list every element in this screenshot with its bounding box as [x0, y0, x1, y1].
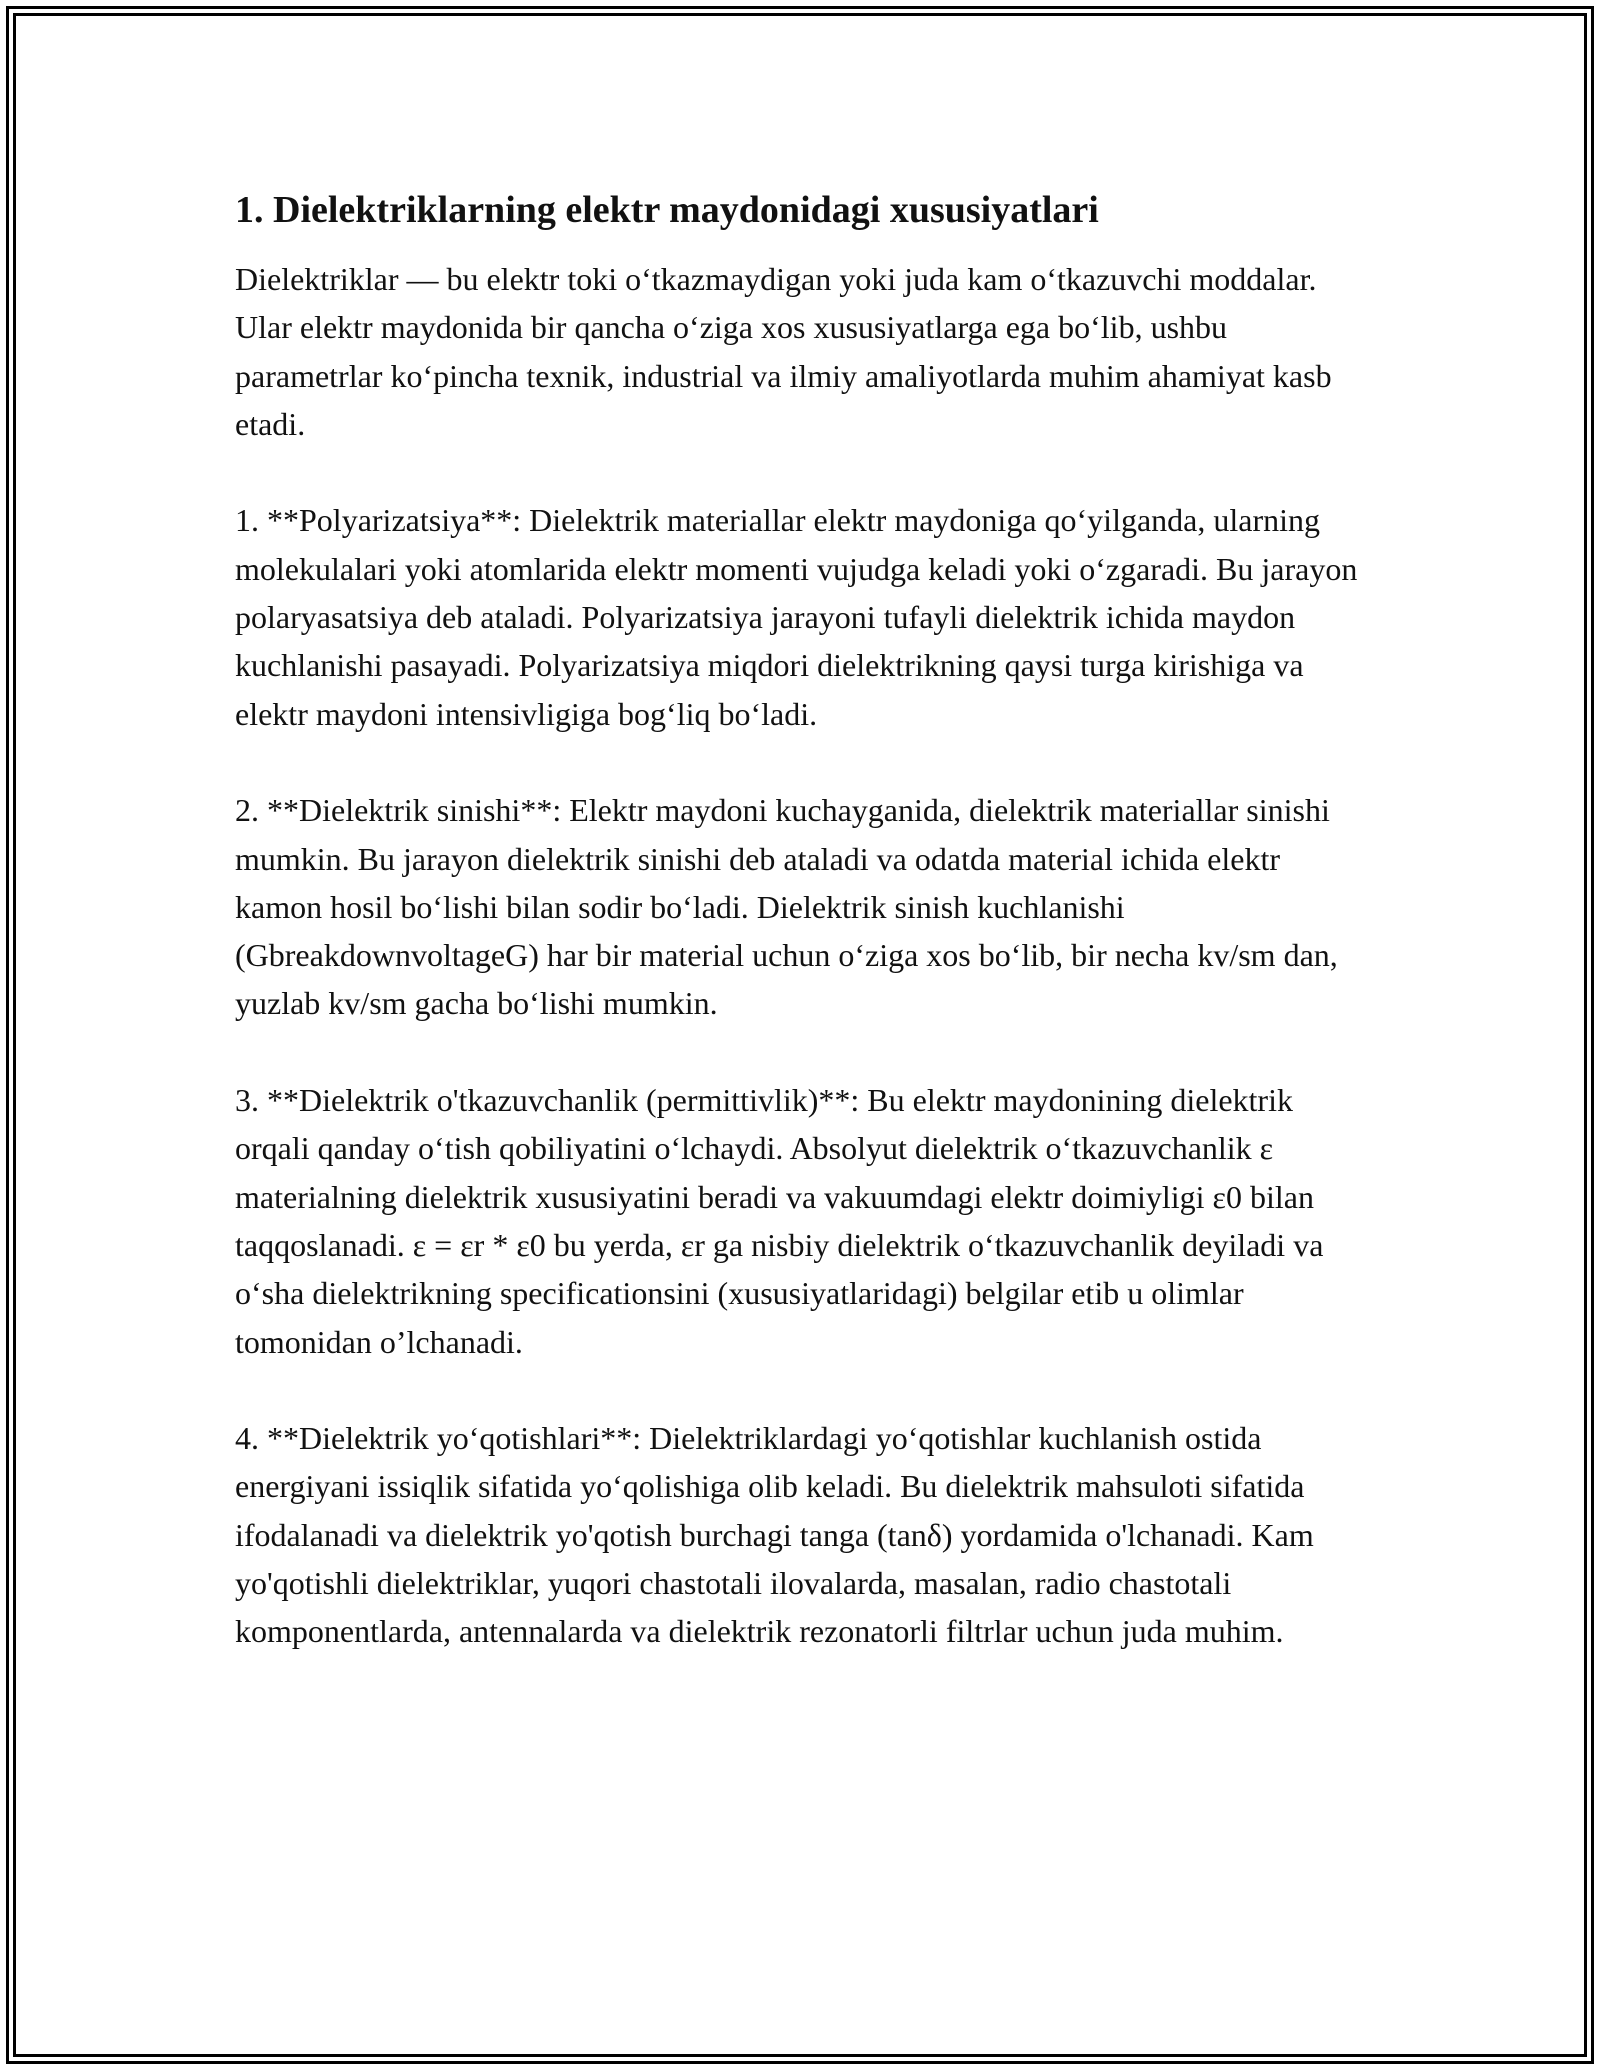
paragraph-breakdown: 2. **Dielektrik sinishi**: Elektr maydoni kuchayganida, dielektrik materiallar sinishi mumkin. Bu jarayon dielektrik sinishi deb ataladi va odatda material ichida elektr kamon hosil bo‘lishi bilan sodir bo‘ladi. Dielektrik sinish kuchlanishi (GbreakdownvoltageG) har bir material uchun o‘ziga xos bo‘lib, bir necha kv/sm dan, yuzlab kv/sm gacha bo‘lishi mumkin.	[235, 792, 1338, 1022]
intro-paragraph: Dielektriklar — bu elektr toki o‘tkazmaydigan yoki juda kam o‘tkazuvchi moddalar. Ular elektr maydonida bir qancha o‘ziga xos xususiyatlarga ega bo‘lib, ushbu parametrlar ko‘pincha texnik, industrial va ilmiy amaliyotlarda muhim ahamiyat kasb etadi.	[235, 261, 1332, 442]
document-body	[235, 185, 1375, 1656]
paragraph-losses: 4. **Dielektrik yo‘qotishlari**: Dielektriklardagi yo‘qotishlar kuchlanish ostida energiyani issiqlik sifatida yo‘qolishiga olib keladi. Bu dielektrik mahsuloti sifatida ifodalanadi va dielektrik yo'qotish burchagi tanga (tanδ) yordamida o'lchanadi. Kam yo'qotishli dielektriklar, yuqori chastotali ilovalarda, masalan, radio chastotali komponentlarda, antennalarda va dielektrik rezonatorli filtrlar uchun juda muhim.	[235, 1420, 1314, 1650]
paragraph-polarization: 1. **Polyarizatsiya**: Dielektrik materiallar elektr maydoniga qo‘yilganda, ularning molekulalari yoki atomlarida elektr momenti vujudga keladi yoki o‘zgaradi. Bu jarayon polaryasatsiya deb ataladi. Polyarizatsiya jarayoni tufayli dielektrik ichida maydon kuchlanishi pasayadi. Polyarizatsiya miqdori dielektrikning qaysi turga kirishiga va elektr maydoni intensivligiga bog‘liq bo‘ladi.	[235, 502, 1358, 732]
paragraph-permittivity: 3. **Dielektrik o'tkazuvchanlik (permittivlik)**: Bu elektr maydonining dielektrik orqali qanday o‘tish qobiliyatini o‘lchaydi. Absolyut dielektrik o‘tkazuvchanlik ε materialning dielektrik xususiyatini beradi va vakuumdagi elektr doimiyligi ε0 bilan taqqoslanadi. ε = εr * ε0 bu yerda, εr ga nisbiy dielektrik o‘tkazuvchanlik deyiladi va o‘sha dielektrikning specificationsini (xususiyatlaridagi) belgilar etib u olimlar tomonidan o’lchanadi.	[235, 1082, 1324, 1360]
page-title: 1. Dielektriklarning elektr maydonidagi xususiyatlari	[235, 189, 1099, 231]
